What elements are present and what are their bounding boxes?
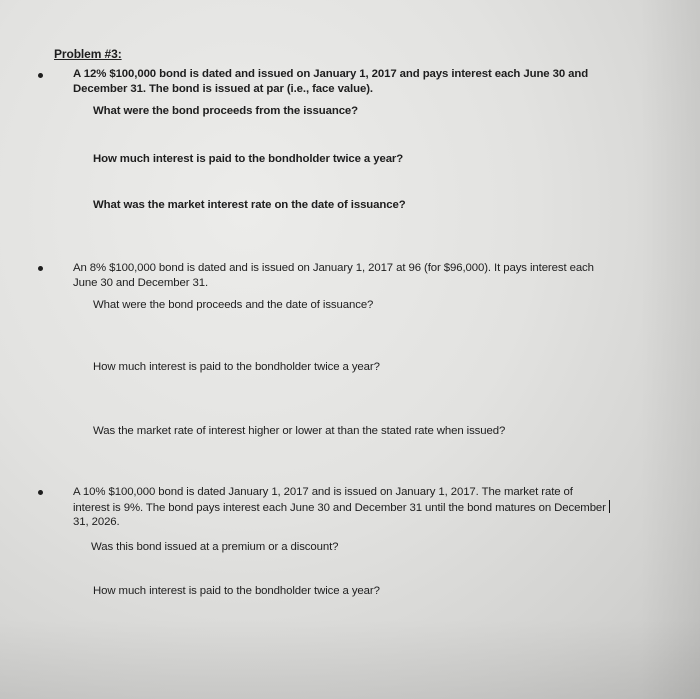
item1-question2: How much interest is paid to the bondholder twice a year?	[93, 153, 404, 165]
shadow-overlay-bottom	[0, 619, 700, 699]
item3-statement-line3: 31, 2026.	[73, 516, 120, 528]
item2-question3: Was the market rate of interest higher or lower at than the stated rate when issued?	[93, 425, 506, 437]
problem-title: Problem #3:	[54, 47, 122, 61]
item2-question2: How much interest is paid to the bondholder twice a year?	[93, 361, 380, 373]
item3-question2: How much interest is paid to the bondholder twice a year?	[93, 585, 380, 597]
item1-question1: What were the bond proceeds from the issuance?	[93, 105, 359, 117]
bullet-icon	[38, 73, 43, 78]
item1-question3: What was the market interest rate on the date of issuance?	[93, 199, 406, 211]
item2-statement-line2: June 30 and December 31.	[73, 277, 209, 289]
text-cursor	[609, 500, 610, 513]
item2-question1: What were the bond proceeds and the date of issuance?	[93, 299, 374, 311]
shadow-overlay-right	[640, 0, 700, 699]
item3-question1: Was this bond issued at a premium or a discount?	[91, 541, 339, 553]
item1-statement-line2: December 31. The bond is issued at par (i.e., face value).	[73, 83, 373, 95]
item3-statement-line2-text: interest is 9%. The bond pays interest each June 30 and December 31 until the bond matures on December	[73, 502, 606, 514]
item2-statement-line1: An 8% $100,000 bond is dated and is issued on January 1, 2017 at 96 (for $96,000). It pays interest each	[73, 262, 594, 274]
item1-statement-line1: A 12% $100,000 bond is dated and issued on January 1, 2017 and pays interest each June 30 and	[73, 68, 589, 80]
item3-statement-line2	[73, 500, 610, 515]
item3-statement-line1: A 10% $100,000 bond is dated January 1, 2017 and is issued on January 1, 2017. The market rate of	[73, 486, 573, 498]
bullet-icon	[38, 490, 43, 495]
bullet-icon	[38, 266, 43, 271]
